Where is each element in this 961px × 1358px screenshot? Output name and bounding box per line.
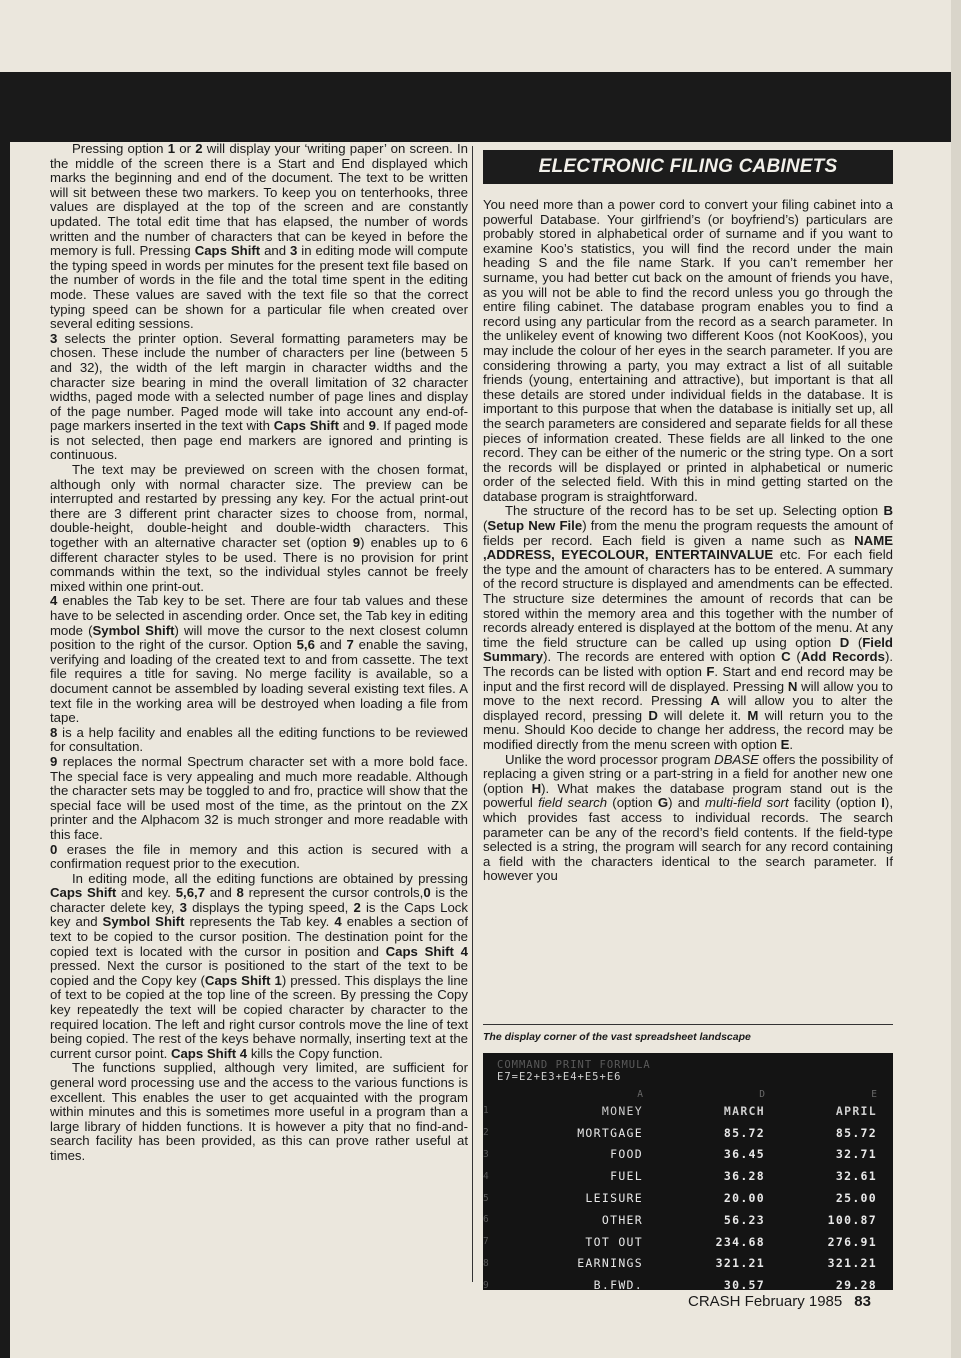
text-run: replaces the normal Spectrum character set with a more bold face. The special face is very appealing and much more readable. Although the character sets may be toggled to and fro, practice will show that the special face will be used most of the time, as the printout on the ZX printer and the Alphacom 32 is much stronger and more readable with this face. (50, 753, 468, 842)
article-paragraph (50, 726, 468, 755)
text-run: Unlike the word processor program (505, 751, 715, 767)
row-label: EARNINGS (577, 1256, 643, 1271)
right-article-column (483, 150, 893, 1290)
text-run: pressed. Next the cursor is positioned to the start of the text to be copied and the Copy key ( (50, 958, 468, 988)
text-run: and (260, 243, 291, 259)
cell-value-march: 234.68 (715, 1234, 765, 1249)
page-footer (688, 1293, 871, 1310)
text-run: Caps Shift (273, 418, 340, 434)
cell-value-april: APRIL (835, 1103, 877, 1118)
column-divider (472, 146, 473, 1282)
spreadsheet-row (483, 1274, 893, 1290)
text-run: ( (790, 649, 801, 665)
text-run: field search (538, 795, 608, 811)
row-label: LEISURE (585, 1191, 643, 1206)
text-run: I (881, 795, 885, 811)
text-run: Pressing option (72, 142, 168, 156)
column-heading-e: E (871, 1089, 877, 1100)
row-number: 1 (483, 1105, 491, 1117)
text-run: . (789, 736, 794, 752)
row-label: FOOD (610, 1147, 643, 1162)
row-number: 2 (483, 1127, 491, 1139)
page-gutter-shadow (0, 72, 10, 1358)
text-run: F (706, 664, 715, 679)
cell-value-march: 36.45 (723, 1147, 765, 1162)
article-paragraph (50, 843, 468, 872)
text-run: enables the Tab key to be set. There are four tab values and these have to be selected in ascending order. Once set, the Tab key in editing mode ( (50, 593, 468, 638)
text-run: In editing mode, all the editing functions are obtained by pressing (72, 870, 468, 886)
text-run: C (781, 649, 791, 665)
text-run: ). The records can be listed with option (483, 649, 893, 679)
cell-value-march: 321.21 (715, 1256, 765, 1271)
text-run: ) from the menu the program requests the amount of fields per record. Each field is given a name such as (483, 518, 893, 548)
text-run: H (531, 780, 542, 796)
text-run: 5,6,7 (175, 885, 206, 901)
spreadsheet-row (483, 1187, 893, 1209)
text-run: ( (483, 518, 488, 534)
text-run: kills the Copy function. (247, 1045, 383, 1061)
cell-value-march: 20.00 (723, 1191, 765, 1206)
row-label: MONEY (601, 1103, 643, 1118)
text-run: ( (849, 634, 863, 650)
text-run: Caps Shift 1 (204, 972, 282, 988)
article-paragraph (50, 463, 468, 594)
text-run: facility (option (788, 795, 882, 811)
text-run: will allow you to alter the displayed record, pressing (483, 693, 893, 723)
text-run: ), which provides fast access to individual records. The search parameter can be any of the record’s field contents. If the field-type selected is a string, the program will search for any record containing a field with the characters identical to the search parameter. If however you (483, 795, 893, 884)
row-label: OTHER (601, 1212, 643, 1227)
text-run: will return you to the menu. Should Koo decide to change her address, the record may be modified directly from the menu screen with option (483, 707, 893, 752)
cell-value-march: 36.28 (723, 1169, 765, 1184)
cell-value-march: 85.72 (723, 1125, 765, 1140)
left-article-column (50, 142, 468, 1317)
spreadsheet-row (483, 1144, 893, 1166)
text-run: 7 (346, 637, 354, 653)
screen-command-line: COMMAND PRINT FORMULA (497, 1059, 651, 1071)
figure-caption: The display corner of the vast spreadsheet landscape (483, 1024, 893, 1043)
row-number: 5 (483, 1192, 491, 1204)
article-paragraph (50, 1061, 468, 1163)
text-run: offers the possibility of replacing a given string or a part-string in a field for another new one (option (483, 751, 893, 796)
cell-value-april: 32.61 (835, 1169, 877, 1184)
row-number: 3 (483, 1148, 491, 1160)
text-run: represents the Tab key. (184, 914, 335, 930)
text-run: 4 (334, 914, 342, 930)
text-run: 8 (50, 724, 58, 740)
text-run: erases the file in memory and this action is secured with a confirmation request prior to the execution. (50, 841, 468, 872)
text-run: The text may be previewed on screen with the chosen format, although only with normal character size. The preview can be interrupted and restarted by pressing any key. For the actual print-out there are 3 different print character sizes to choose from, normal, double-height, double-height and double-width characters. This together with an alternative character set (option (50, 462, 468, 551)
row-label: TOT OUT (585, 1234, 643, 1249)
text-run: ). The records are entered with option (543, 649, 782, 665)
text-run: 0 (423, 885, 431, 901)
text-run: Add Records (800, 649, 885, 665)
text-run: B (883, 503, 893, 519)
cell-value-march: 30.57 (723, 1278, 765, 1290)
text-run: 3 (50, 330, 58, 346)
text-run: and (205, 885, 237, 901)
text-run: 3 (290, 243, 298, 259)
spreadsheet-screenshot (483, 1053, 893, 1290)
row-number: 9 (483, 1279, 491, 1290)
text-run: is a help facility and enables all the editing functions to be reviewed for consultation. (50, 724, 468, 755)
text-run: (option (607, 795, 658, 811)
spreadsheet-rows (483, 1100, 893, 1290)
text-run: represent the cursor controls, (243, 885, 424, 901)
spreadsheet-row (483, 1231, 893, 1253)
text-run: Caps Shift 4 (170, 1045, 248, 1061)
page-edge (951, 0, 961, 1358)
cell-value-march: 56.23 (723, 1212, 765, 1227)
screen-column-headings (483, 1089, 893, 1100)
cell-value-march: MARCH (723, 1103, 765, 1118)
text-run: The functions supplied, although very limited, are sufficient for general word processing use and the access to the various functions is excellent. This enables the user to get acquainted with the program within minutes and this is sometimes more useful in a program than a large library of hidden functions. It is however a pity that no find-and-search facility has been provided, as this can prove rather useful at times. (50, 1060, 468, 1163)
text-run: NAME ,ADDRESS, EYECOLOUR, ENTERTAINVALUE (483, 532, 893, 563)
spreadsheet-row (483, 1253, 893, 1275)
cell-value-april: 25.00 (835, 1191, 877, 1206)
text-run: ) and (668, 795, 705, 811)
spreadsheet-row (483, 1122, 893, 1144)
text-run: 3 (179, 899, 187, 915)
row-number: 7 (483, 1236, 491, 1248)
text-run: 2 (353, 899, 361, 915)
text-run: 9 (50, 753, 58, 769)
article-paragraph (50, 594, 468, 725)
spreadsheet-row (483, 1165, 893, 1187)
text-run: Field Summary (483, 634, 893, 665)
text-run: Caps Shift (50, 885, 117, 901)
text-run: ). What makes the database program stand out is the powerful (483, 780, 893, 811)
page-number: 83 (854, 1293, 871, 1310)
section-heading: ELECTRONIC FILING CABINETS (483, 150, 893, 184)
article-paragraph (50, 755, 468, 843)
text-run: Caps Shift (194, 243, 261, 259)
article-paragraph (483, 753, 893, 884)
text-run: . If paged mode is not selected, then page end markers are ignored and printing is continuous. (50, 418, 468, 463)
text-run: A (710, 693, 720, 709)
cell-value-april: 32.71 (835, 1147, 877, 1162)
column-heading-a: A (637, 1089, 643, 1100)
text-run: and (339, 418, 369, 434)
text-run: selects the printer option. Several formatting parameters may be chosen. These include the number of characters per line (between 5 and 32), the width of the left margin in character widths and the character size bearing in mind the overall limitation of 32 character widths, paged mode with a selected number of page lines and display of the page number. Paged mode will take into account any end-of-page markers inserted in the text with (50, 330, 468, 434)
cell-value-april: 100.87 (827, 1212, 877, 1227)
text-run: ) enables up to 6 different character styles to be used. There is no provision for print commands within the text, so the individual styles cannot be freely mixed within one print-out. (50, 535, 468, 594)
article-paragraph (50, 872, 468, 1062)
text-run: G (657, 795, 669, 811)
text-run: multi-field sort (704, 795, 789, 811)
row-number: 8 (483, 1257, 491, 1269)
text-run: will allow you to move to the next record. Pressing (483, 678, 893, 709)
screen-formula-line: E7=E2+E3+E4+E5+E6 (497, 1071, 622, 1083)
text-run: is the Caps Lock key and (50, 899, 468, 930)
article-paragraph (50, 142, 468, 332)
header-black-band (0, 72, 961, 142)
text-run: or (175, 142, 196, 156)
text-run: 4 (50, 593, 58, 609)
article-paragraph (483, 198, 893, 504)
text-run: enable the saving, verifying and loading of the created text to and from cassette. The text file requires a title for saving. No merge facility is available, so a document cannot be assembled by loading several existing text files. A text file in the working area will be destroyed when loading a file from tape. (50, 637, 468, 726)
text-run: D (839, 634, 850, 650)
text-run: and (314, 637, 347, 653)
text-run: 5,6 (296, 637, 315, 653)
text-run: D (648, 707, 658, 723)
spreadsheet-row (483, 1209, 893, 1231)
row-label: MORTGAGE (577, 1125, 643, 1140)
text-run: E (780, 736, 790, 752)
magazine-issue: CRASH February 1985 (688, 1293, 843, 1310)
text-run: 2 (195, 142, 203, 156)
text-run: will display your ‘writing paper’ on screen. In the middle of the screen there is a Start and End displayed which marks the beginning and end of the document. The text to be written will sit between these two markers. To keep you on tenterhooks, three values are displayed at the top of the screen and are constantly updated. The total edit time that has elapsed, the number of words written and the number of characters that can be keyed in before the memory is full. Pressing (50, 142, 468, 259)
text-run: 9 (352, 535, 361, 551)
text-run: . Start and end record may be input and the first record will de displayed. Pressing (483, 664, 893, 694)
text-run: The structure of the record has to be set up. Selecting option (505, 503, 884, 519)
text-run: ) pressed. This displays the line of text to be copied at the top line of the screen. By pressing the Copy key repeatedly the text will be copied character by character to the required location. The left and right cursor controls move the line of text being copied. The rest of the keys behave normally, inserting text at the current cursor point. (50, 972, 468, 1061)
row-label: B.FWD. (593, 1278, 643, 1290)
row-number: 6 (483, 1214, 491, 1226)
text-run: and key. (116, 885, 176, 901)
spreadsheet-row (483, 1100, 893, 1122)
text-run: Symbol Shift (92, 622, 175, 638)
cell-value-april: 321.21 (827, 1256, 877, 1271)
text-run: You need more than a power cord to convert your filing cabinet into a powerful Database. Your girlfriend’s (or boyfriend’s) particulars are probably stored in alphabetical order of surname and if you want to examine Koo’s statistics, you will find the record under the main heading S and the file name Stark. If you can’t remember her surname, you had better cut back on the amount of friends you have, as you will not be able to find the record unless you go through the entire filing cabinet. The database program enables you to find a record using any particular from the record as a search parameter. In the unlikeley event of knowing two different Koos (not KooKoos), you may include the colour of her eyes in the search parameter. If you are considering throwing a party, you may extract a list of all suitable friends (young, entertaining and attractive), but important is that all these details are stored under individual fields in the database. It is important to this purpose that when the database is initially set up, all the search parameters are considered and separate fields for all these pieces of information created. These fields are all linked to the one record. They can be either of the numeric or the string type. On a sort the records will be displayed or printed in alphabetical or numeric order of the selected field. With this in mind getting started on the database program is straightforward. (483, 198, 893, 504)
text-run: 9 (368, 418, 376, 434)
article-paragraph (483, 504, 893, 752)
text-run: 0 (50, 841, 58, 857)
text-run: displays the typing speed, (186, 899, 354, 915)
text-run: is the character delete key, (50, 885, 468, 915)
text-run: Symbol Shift (102, 914, 185, 930)
article-paragraph (50, 332, 468, 463)
cell-value-april: 29.28 (835, 1278, 877, 1290)
text-run: ) will move the cursor to the next closest column position to the right of the cursor. Option (50, 622, 468, 653)
text-run: enables a section of text to be copied to the cursor position. The destination point for the copied text is located with the cursor in position and (50, 914, 468, 959)
right-article-body (483, 198, 893, 1020)
text-run: in editing mode will compute the typing speed in words per minutes for the present text file based on the number of words in the file and the total time spent in the editing mode. These values are saved with the text file so that the correct typing speed can be shown for a particular file when created over several editing sessions. (50, 243, 468, 332)
text-run: 1 (167, 142, 176, 156)
column-heading-d: D (759, 1089, 765, 1100)
row-label: FUEL (610, 1169, 643, 1184)
text-run: N (787, 678, 798, 694)
cell-value-april: 276.91 (827, 1234, 877, 1249)
text-run: etc. For each field the type and the amount of characters has to be entered. A summary of the record structure is displayed and amendments can be effected. The structure size determines the amount of records that can be stored within the memory area and this together with the number of records already entered is displayed at the bottom of the menu. At any time the field structure can be called up using option (483, 547, 893, 650)
row-number: 4 (483, 1170, 491, 1182)
text-run: will delete it. (657, 707, 748, 723)
text-run: 8 (236, 885, 244, 901)
text-run: Caps Shift 4 (385, 943, 468, 959)
cell-value-april: 85.72 (835, 1125, 877, 1140)
text-run: Setup New File (487, 518, 583, 534)
text-run: M (747, 707, 759, 723)
text-run: DBASE (714, 751, 759, 767)
